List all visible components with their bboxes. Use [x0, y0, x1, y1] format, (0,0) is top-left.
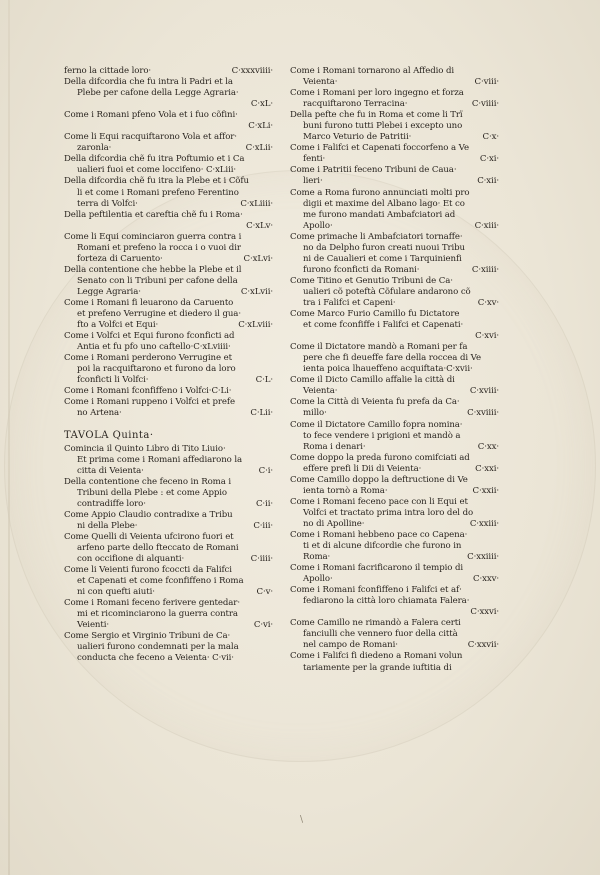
table-entry: [64, 631, 277, 664]
entry-line: [290, 265, 503, 276]
entry-text: fconficti li Volfci·: [77, 375, 149, 386]
entry-text: tra i Falifci et Capeni·: [303, 297, 396, 308]
chapter-number: C·L·: [255, 375, 273, 386]
entry-line: [64, 199, 277, 210]
chapter-number: C·xv·: [477, 297, 499, 308]
chapter-number: C·xi·: [479, 154, 499, 165]
entry-line: [290, 176, 503, 187]
entry-text: ni con quefti aiuti·: [77, 587, 155, 598]
entry-line: Come i Romani ruppeno i Volfci et prefe: [64, 397, 235, 408]
chapter-number: C·xLii·: [245, 143, 273, 154]
entry-line: Della difcordia che fu intra li Padri et la: [64, 77, 233, 88]
entry-line: Come la Città di Veienta fu prefa da Ca·: [290, 397, 460, 408]
table-entry: [290, 530, 503, 563]
entry-line: Come i Romani fconfiffeno i Falifci et af·: [290, 585, 462, 596]
entry-text: furono fconficti da Romani·: [303, 264, 420, 275]
margin-mark: \: [300, 815, 304, 825]
entry-line: Volfci et tractato prima intra loro del do: [303, 507, 474, 518]
entry-line: Romani et prefeno la rocca i o vuoi dir: [77, 242, 241, 253]
chapter-number: C·xiiii·: [471, 264, 499, 275]
entry-line: [64, 287, 277, 298]
entry-line: Come Camillo doppo la deftructione di Ve: [290, 474, 468, 485]
entry-line: et Capenati et come fconfiffeno i Roma: [77, 576, 244, 587]
entry-line: Come i Romani fconfiffeno i Volfci·C·Li·: [64, 386, 232, 397]
entry-text: contradiffe loro·: [77, 498, 146, 509]
table-entry: [290, 309, 503, 342]
entry-text: lieri·: [303, 176, 323, 187]
entry-line: ualieri cõ poteftà Cõfulare andarono cõ: [303, 286, 471, 297]
entry-line: [64, 254, 277, 265]
table-entry: [290, 453, 503, 475]
entry-text: no Artena·: [77, 408, 122, 419]
entry-line: ni de Caualieri et come i Tarquinienfi: [303, 253, 462, 264]
table-entry: [290, 497, 503, 530]
entry-line: et prefeno Verrugine et diedero il gua·: [77, 309, 241, 320]
entry-line: Come li Equi racquiftarono Vola et affor·: [64, 132, 237, 143]
chapter-number: C·xxiii·: [469, 518, 499, 529]
entry-line: Della difcordia chẽ fu itra Poftumio et i Ca: [64, 154, 245, 165]
entry-line: [290, 640, 503, 651]
table-entry: [64, 110, 277, 132]
entry-line: Come i Romani pfeno Vola et i fuo cõfini·: [64, 110, 238, 121]
chapter-number: C·xxvii·: [467, 640, 499, 651]
entry-line: [290, 154, 503, 165]
entry-line: poi la racquiftarono et furono da loro: [77, 364, 236, 375]
entry-text: racquiftarono Terracina·: [303, 99, 408, 110]
right-column: [290, 66, 503, 674]
entry-line: Come i Patritii feceno Tribuni de Caua·: [290, 165, 457, 176]
entry-line: Della contentione che hebbe la Plebe et il: [64, 264, 242, 275]
entry-line: Come Sergio et Virginio Tribuni de Ca·: [64, 631, 231, 642]
entry-line: Come i Falifci fi diedeno a Romani volun: [290, 651, 463, 662]
entry-line: [64, 587, 277, 598]
chapter-number: C·xL·: [250, 99, 273, 110]
entry-line: mi et ricominciarono la guerra contra: [77, 609, 238, 620]
entry-text: Veienta·: [303, 386, 338, 397]
entry-line: Tribuni della Plebe : et come Appio: [77, 487, 227, 498]
entry-line: me furono mandati Ambafciatori ad: [303, 209, 456, 220]
table-entry: [64, 265, 277, 298]
table-entry: [64, 66, 277, 77]
entry-line: [64, 66, 277, 77]
entry-text: Veienti·: [77, 620, 110, 631]
entry-line: Come i Romani fi leuarono da Caruento: [64, 297, 234, 308]
entry-line: [290, 99, 503, 110]
entry-line: [64, 320, 277, 331]
table-entry: [64, 386, 277, 397]
entry-line: Come a Roma furono annunciati molti pro: [290, 187, 470, 198]
section-heading: TAVOLA Quinta·: [64, 429, 154, 441]
chapter-number: C·xLvi·: [243, 253, 273, 264]
entry-line: Della difcordia chẽ fu itra la Plebe et i Cõfu: [64, 176, 249, 187]
entry-line: Et prima come i Romani affediarono la: [77, 454, 243, 465]
entry-text: zaronla·: [77, 143, 112, 154]
table-entry: [290, 342, 503, 375]
chapter-number: C·xxv·: [473, 574, 499, 585]
table-entry: [290, 375, 503, 397]
entry-line: [64, 375, 277, 386]
chapter-number: C·Lii·: [250, 408, 273, 419]
entry-line: Come i Falifci et Capenati foccorfeno a Ve: [290, 143, 469, 154]
right-entries: [290, 66, 503, 674]
entry-text: no di Apolline·: [303, 518, 365, 529]
entry-line: tariamente per la grande iuftitia di: [303, 662, 452, 673]
table-entry: [290, 232, 503, 276]
entry-line: Della contentione che feceno in Roma i: [64, 476, 232, 487]
entry-text: con occifione di alquanti·: [77, 554, 185, 565]
table-entry: [290, 143, 503, 165]
table-entry: [290, 66, 503, 88]
table-entry: [64, 77, 277, 110]
entry-line: Comincia il Quinto Libro di Tito Liuio·: [64, 443, 226, 454]
table-entry: [290, 165, 503, 187]
chapter-number: C·xLv·: [246, 220, 273, 231]
chapter-number: C·xiii·: [474, 220, 499, 231]
entry-line: Come Camillo ne rimandò a Falera certi: [290, 618, 461, 629]
chapter-number: C·iiii·: [250, 554, 273, 565]
table-entry: [64, 210, 277, 232]
entry-line: to fece vendere i prigioni et mandò a: [303, 430, 461, 441]
entry-line: [290, 552, 503, 563]
table-entry: [290, 651, 503, 673]
binding-edge: [8, 0, 10, 875]
chapter-number: C·ii·: [255, 498, 273, 509]
entry-text: millo·: [303, 408, 327, 419]
entry-line: Antia et fu pfo uno caftello·C·xLviiii·: [77, 342, 231, 353]
entry-line: digii et maxime del Albano lago· Et co: [303, 198, 465, 209]
entry-text: Roma i denari·: [303, 441, 366, 452]
entry-line: Come primache li Ambafciatori tornaffe·: [290, 231, 463, 242]
left-entries: [64, 66, 277, 420]
entry-line: li et come i Romani prefeno Ferentino: [77, 187, 239, 198]
entry-line: [64, 499, 277, 510]
entry-line: [290, 221, 503, 232]
chapter-number: C·xxxviiii·: [231, 66, 273, 76]
entry-text: ienta tornò a Roma·: [303, 485, 388, 496]
chapter-number: C·i·: [258, 465, 273, 476]
entry-text: Legge Agraria·: [77, 286, 141, 297]
table-entry: [290, 563, 503, 585]
entry-line: Come i Volfci et Equi furono fconficti ad: [64, 331, 235, 342]
entry-line: Come Appio Claudio contradixe a Tribu: [64, 509, 233, 520]
entry-line: [290, 386, 503, 397]
entry-line: [290, 574, 503, 585]
entry-line: Come doppo la preda furono comifciati ad: [290, 452, 470, 463]
entry-line: no da Delpho furon creati nuoui Tribu: [303, 242, 465, 253]
chapter-number: C·xxi·: [475, 463, 499, 474]
entry-line: [64, 620, 277, 631]
chapter-number: C·xx·: [477, 441, 499, 452]
entry-line: Come il Dicto Camillo affalie la città di: [290, 375, 455, 386]
entry-text: Apollo·: [303, 220, 333, 231]
entry-line: [64, 521, 277, 532]
table-entry: [64, 598, 277, 631]
entry-line: Come il Dictatore Camillo fopra nomina·: [290, 419, 463, 430]
table-entry: [64, 397, 277, 419]
entry-line: [290, 408, 503, 419]
entry-line: Senato con li Tribuni per cafone della: [77, 275, 238, 286]
entry-line: [290, 298, 503, 309]
entry-line: Della peftilentia et careftia chẽ fu i Roma·: [64, 209, 243, 220]
entry-line: [290, 486, 503, 497]
chapter-number: C·viiii·: [471, 99, 499, 110]
entry-line: [290, 442, 503, 453]
table-entry: [64, 444, 277, 477]
entry-text: Apollo·: [303, 574, 333, 585]
chapter-number: C·xLviii·: [238, 320, 273, 331]
table-entry: [64, 132, 277, 154]
entry-line: [64, 466, 277, 477]
table-entry: [290, 88, 503, 110]
entry-line: ienta poica lhaueffeno acquiftata·C·xvii·: [303, 364, 473, 375]
entry-line: [64, 408, 277, 419]
entry-line: [290, 519, 503, 530]
entry-line: Come i Romani feceno pace con li Equi et: [290, 496, 468, 507]
entry-text: ni della Plebe·: [77, 520, 138, 531]
entry-text: fenti·: [303, 154, 326, 165]
entry-text: nel campo de Romani·: [303, 640, 398, 651]
entry-text: citta di Veienta·: [77, 465, 144, 476]
chapter-number: C·v·: [256, 587, 273, 598]
table-entry: [64, 331, 277, 353]
table-entry: [290, 420, 503, 453]
chapter-number: C·xxii·: [472, 485, 499, 496]
entry-line: Come i Romani per loro ingegno et forza: [290, 88, 464, 99]
left-column: [64, 66, 277, 664]
entry-text: forteza di Caruento·: [77, 253, 163, 264]
table-entry: [64, 298, 277, 331]
table-entry: [64, 232, 277, 265]
entry-line: Come i Romani facrificarono il tempio di: [290, 563, 464, 574]
entry-line: Come i Romani feceno ferivere gentedar·: [64, 598, 240, 609]
table-entry: [290, 397, 503, 419]
chapter-number: C·xLiiii·: [240, 198, 273, 209]
table-entry: [64, 510, 277, 532]
entry-text: fto a Volfci et Equi·: [77, 320, 159, 331]
table-entry: [64, 565, 277, 598]
entry-line: [64, 554, 277, 565]
entry-line: Come Marco Furio Camillo fu Dictatore: [290, 309, 460, 320]
table-entry: [64, 477, 277, 510]
chapter-number: C·viii·: [474, 77, 499, 88]
entry-line: [64, 143, 277, 154]
chapter-number: C·xii·: [477, 176, 499, 187]
chapter-number: C·xvi·: [475, 331, 499, 342]
entry-line: ualieri fuoi et come loccifeno· C·xLiii·: [77, 165, 236, 176]
table-entry: [64, 176, 277, 209]
entry-text: Veienta·: [303, 77, 338, 88]
chapter-number: C·vi·: [253, 620, 273, 631]
entry-line: Come Quelli di Veienta ufcirono fuori et: [64, 531, 234, 542]
entry-line: et come fconfiffe i Falifci et Capenati·: [303, 320, 464, 331]
table-entry: [290, 475, 503, 497]
entry-line: [290, 464, 503, 475]
table-entry: [64, 532, 277, 565]
entry-line: Come i Romani tornarono al Affedio di: [290, 66, 455, 76]
entry-line: ti et di alcune difcordie che furono in: [303, 541, 462, 552]
table-entry: [290, 276, 503, 309]
entry-line: pere che fi deueffe fare della roccea di Ve: [303, 353, 481, 364]
entry-line: fediarono la città loro chiamata Falera·: [303, 596, 470, 607]
entry-line: conducta che feceno a Veienta· C·vii·: [77, 653, 234, 664]
table-entry: [64, 154, 277, 176]
entry-line: Come il Dictatore mandò a Romani per fa: [290, 342, 468, 353]
entry-line: Plebe per cafone della Legge Agraria·: [77, 88, 239, 99]
chapter-number: C·xxiiii·: [467, 552, 499, 563]
entry-text: effere prefi li Dii di Veienta·: [303, 463, 422, 474]
entry-line: [290, 132, 503, 143]
entry-line: ualieri furono condemnati per la mala: [77, 642, 239, 653]
table-entry: [290, 618, 503, 651]
entry-line: Come i Romani hebbeno pace co Capena·: [290, 529, 468, 540]
left-entries-2: [64, 444, 277, 665]
chapter-number: C·xLvii·: [240, 286, 273, 297]
chapter-number: C·x·: [482, 132, 499, 143]
table-entry: [290, 585, 503, 618]
entry-line: fanciulli che vennero fuor della città: [303, 629, 458, 640]
table-entry: [64, 353, 277, 386]
entry-line: Come i Romani perderono Verrugine et: [64, 353, 232, 364]
entry-line: Della pefte che fu in Roma et come li Trï: [290, 110, 463, 121]
entry-line: Come li Veienti furono fcoccti da Falifci: [64, 565, 232, 576]
entry-line: buni furono tutti Plebei i excepto uno: [303, 121, 463, 132]
chapter-number: C·iii·: [253, 520, 273, 531]
entry-line: arfeno parte dello fteccato de Romani: [77, 542, 239, 553]
chapter-number: C·xxvi·: [470, 607, 499, 618]
entry-text: ferno la cittade loro·: [64, 66, 152, 76]
entry-text: Marco Veturio de Patritii·: [303, 132, 412, 143]
entry-line: [290, 77, 503, 88]
chapter-number: C·xviii·: [469, 386, 499, 397]
table-entry: [290, 110, 503, 143]
table-entry: [290, 188, 503, 232]
entry-text: Roma·: [303, 552, 331, 563]
chapter-number: C·xLi·: [248, 121, 273, 132]
entry-line: Come li Equi cominciaron guerra contra i: [64, 231, 242, 242]
entry-text: terra di Volfci·: [77, 198, 138, 209]
entry-line: Come Titino et Genutio Tribuni de Ca·: [290, 275, 453, 286]
chapter-number: C·xviiii·: [467, 408, 499, 419]
